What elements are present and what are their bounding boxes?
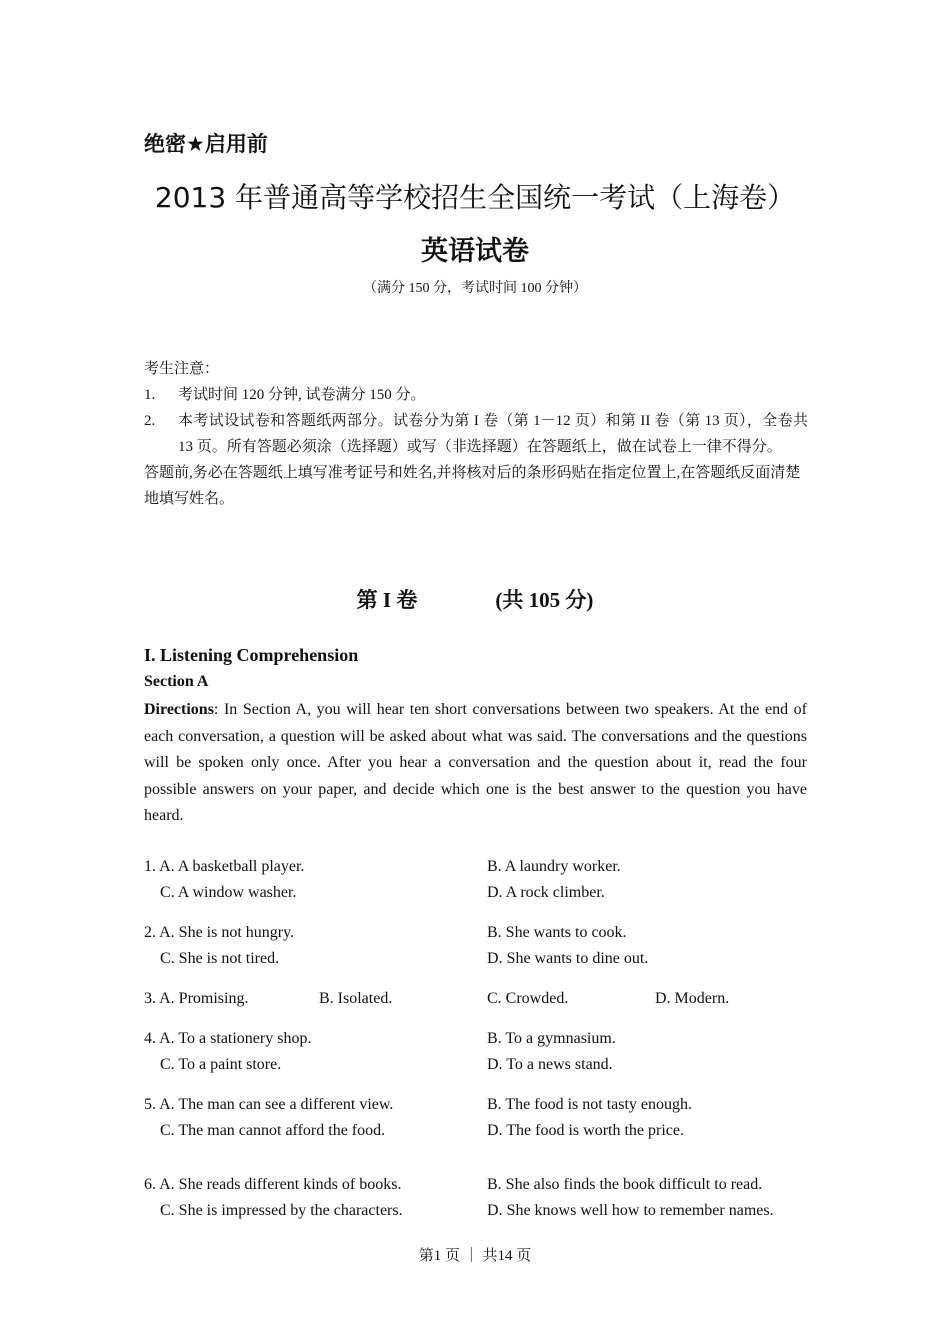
directions-text: : In Section A, you will hear ten short conversations between two speakers. At the end of each conversation, a question will be asked about what was said. The conversations and the questions will be spoken only once. After you hear a conversation and the question about it, read the four possible answers on your paper, and decide which one is the best answer to the question you have heard. <box>144 701 807 824</box>
question-1-option-c: C. A window washer. <box>160 884 297 901</box>
notes-footer-text: 答题前,务必在答题纸上填写准考证号和姓名,并将核对后的条形码贴在指定位置上,在答题纸反面清楚地填写姓名。 <box>144 465 801 507</box>
notes-heading: 考生注意： <box>144 361 220 377</box>
directions <box>144 697 807 830</box>
question-5-option-b: B. The food is not tasty enough. <box>487 1096 693 1113</box>
question-3-option-c: C. Crowded. <box>487 990 569 1007</box>
question-6-option-c: C. She is impressed by the characters. <box>160 1202 403 1219</box>
question-2-option-b: B. She wants to cook. <box>487 924 627 941</box>
question-2-option-c: C. She is not tired. <box>160 950 280 967</box>
question-3-option-a: 3. A. Promising. <box>144 990 249 1007</box>
directions-label: Directions <box>144 701 214 718</box>
note-number: 2. <box>144 413 156 429</box>
question-5-option-c: C. The man cannot afford the food. <box>160 1122 386 1139</box>
question-5-option-d: D. The food is worth the price. <box>487 1122 684 1139</box>
section-title: I. Listening Comprehension <box>144 645 359 665</box>
question-6-option-b: B. She also finds the book difficult to read. <box>487 1176 763 1193</box>
part-points: (共 105 分) <box>495 588 594 612</box>
page-footer: 第1 页 ｜ 共14 页 <box>418 1248 532 1264</box>
question-4-option-b: B. To a gymnasium. <box>487 1030 616 1047</box>
question-3-option-b: B. Isolated. <box>319 990 393 1007</box>
candidate-notes <box>144 356 808 512</box>
section-subtitle: Section A <box>144 673 209 690</box>
question-2-option-d: D. She wants to dine out. <box>487 950 649 967</box>
exam-title: 2013 年普通高等学校招生全国统一考试（上海卷） <box>154 181 796 214</box>
part-name: 第 I 卷 <box>356 588 418 612</box>
part-heading <box>0 584 950 614</box>
note-text: 本考试设试卷和答题纸两部分。试卷分为第 I 卷（第 1－12 页）和第 II 卷（第 13 页），全卷共 13 页。所有答题必须涂（选择题）或写（非选择题）在答题纸上，做在试卷上一律不得分。 <box>178 413 808 455</box>
question-4-option-c: C. To a paint store. <box>160 1056 282 1073</box>
question-3-option-d: D. Modern. <box>655 990 730 1007</box>
question-2-option-a: 2. A. She is not hungry. <box>144 924 295 941</box>
note-number: 1. <box>144 387 156 403</box>
question-6-option-d: D. She knows well how to remember names. <box>487 1202 774 1219</box>
note-item <box>144 382 808 408</box>
confidential-label: 绝密★启用前 <box>144 132 268 156</box>
note-item <box>144 408 808 460</box>
question-6-option-a: 6. A. She reads different kinds of books. <box>144 1176 402 1193</box>
question-1-option-a: 1. A. A basketball player. <box>144 858 305 875</box>
score-note: （满分 150 分，考试时间 100 分钟） <box>363 281 587 296</box>
question-4-option-a: 4. A. To a stationery shop. <box>144 1030 312 1047</box>
question-1-option-d: D. A rock climber. <box>487 884 605 901</box>
question-4-option-d: D. To a news stand. <box>487 1056 613 1073</box>
exam-subtitle: 英语试卷 <box>421 236 529 267</box>
question-1-option-b: B. A laundry worker. <box>487 858 621 875</box>
question-5-option-a: 5. A. The man can see a different view. <box>144 1096 394 1113</box>
note-text: 考试时间 120 分钟, 试卷满分 150 分。 <box>178 387 426 403</box>
